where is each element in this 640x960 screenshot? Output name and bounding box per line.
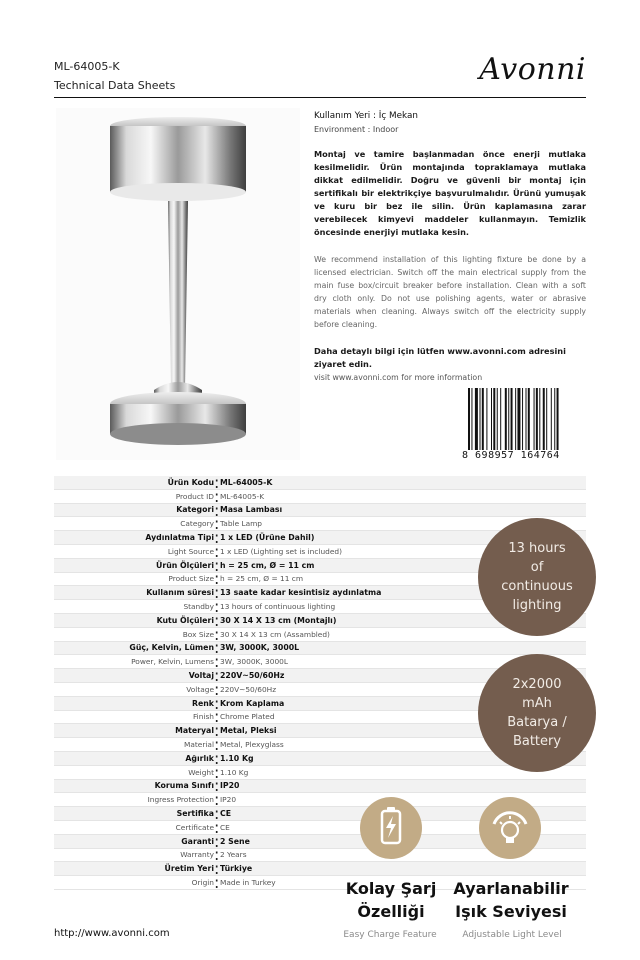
spec-row — [54, 472, 586, 492]
easy-charge-title: Kolay Şarj Özelliği — [345, 879, 437, 921]
spec-label: Ağırlık — [185, 753, 214, 763]
spec-separator: : — [214, 859, 220, 879]
barcode-bar — [480, 388, 481, 450]
spec-value: 30 X 14 X 13 cm (Assambled) — [220, 629, 330, 639]
spec-label: Kullanım süresi — [146, 588, 214, 598]
table-lamp-image — [56, 108, 300, 460]
spec-value: Made in Turkey — [220, 878, 276, 887]
spec-value: Chrome Plated — [220, 712, 275, 722]
badge-line: continuous — [501, 579, 573, 594]
spec-separator: : — [214, 776, 220, 796]
spec-label: Garanti — [181, 836, 214, 846]
spec-separator: : — [214, 721, 220, 741]
spec-separator: : — [214, 873, 220, 893]
spec-row — [54, 624, 586, 644]
easy-charge-subtitle: Easy Charge Feature — [343, 930, 437, 940]
battery-charge-icon — [360, 797, 422, 859]
spec-label: Kutu Ölçüleri — [156, 615, 214, 625]
spec-label: Renk — [191, 698, 214, 708]
spec-value: h = 25 cm, Ø = 11 cm — [220, 574, 304, 584]
header — [54, 52, 586, 98]
spec-label: Light Source — [167, 546, 214, 556]
spec-label: Kategori — [176, 505, 214, 515]
spec-label: Ürün Kodu — [167, 477, 214, 487]
spec-separator: : — [214, 472, 220, 492]
spec-separator: : — [214, 638, 220, 658]
usage-info — [314, 110, 586, 384]
spec-value: Metal, Pleksi — [220, 726, 277, 736]
product-photo — [56, 108, 300, 460]
spec-separator: : — [214, 569, 220, 589]
spec-row — [54, 486, 586, 506]
spec-value: 1 x LED (Ürüne Dahil) — [220, 533, 315, 543]
barcode-bar — [546, 388, 547, 450]
spec-value: 3W, 3000K, 3000L — [220, 657, 288, 667]
spec-label: Box Size — [182, 629, 214, 639]
barcode-bar — [543, 388, 545, 450]
badge-line: Battery — [512, 734, 562, 749]
spec-separator: : — [214, 845, 220, 865]
spec-label: Aydınlatma Tipi — [145, 533, 214, 543]
spec-label: Power, Kelvin, Lumens — [131, 657, 214, 667]
sheet-title: Technical Data Sheets — [54, 79, 176, 92]
spec-separator: : — [214, 514, 220, 534]
spec-label: Sertifika — [176, 809, 214, 819]
spec-value: 2 Sene — [220, 836, 250, 846]
spec-separator: : — [214, 693, 220, 713]
spec-value: Table Lamp — [220, 519, 262, 529]
badge-line: lighting — [512, 598, 562, 613]
environment-en: Environment : Indoor — [314, 125, 399, 134]
barcode-bar — [486, 388, 487, 450]
spec-value: 3W, 3000K, 3000L — [220, 643, 300, 653]
spec-label: Materyal — [175, 726, 214, 736]
spec-value: 220V~50/60Hz — [220, 671, 285, 681]
barcode-bar — [500, 388, 501, 450]
spec-label: Weight — [188, 767, 214, 777]
spec-separator: : — [214, 790, 220, 810]
website-link[interactable]: http://www.avonni.com — [54, 928, 170, 939]
spec-value: CE — [220, 809, 232, 819]
spec-separator: : — [214, 817, 220, 837]
spec-value: 30 X 14 X 13 cm (Montajlı) — [220, 615, 337, 625]
spec-value: Türkiye — [220, 864, 253, 874]
spec-value: ML-64005-K — [220, 491, 265, 501]
spec-row — [54, 762, 586, 782]
spec-row — [54, 776, 586, 796]
barcode-bar — [508, 388, 509, 450]
spec-separator: : — [214, 762, 220, 782]
spec-label: Voltaj — [188, 671, 214, 681]
barcode-bar — [475, 388, 478, 450]
spec-separator: : — [214, 707, 220, 727]
spec-separator: : — [214, 486, 220, 506]
spec-separator: : — [214, 541, 220, 561]
spec-value: IP20 — [220, 795, 237, 805]
spec-separator: : — [214, 555, 220, 575]
spec-separator: : — [214, 831, 220, 851]
badge-line: 2x2000 — [512, 677, 562, 692]
barcode-bar — [511, 388, 513, 450]
spec-label: Üretim Yeri — [164, 864, 214, 874]
barcode-bar — [534, 388, 535, 450]
badge-line: Batarya / — [507, 715, 567, 730]
spec-label: Standby — [183, 602, 214, 612]
barcode-bar — [493, 388, 495, 450]
barcode-bar — [471, 388, 472, 450]
spec-separator: : — [214, 804, 220, 824]
barcode-bar — [536, 388, 538, 450]
spec-value: 2 Years — [220, 850, 247, 860]
barcode-bar — [497, 388, 498, 450]
spec-value: 220V~50/60Hz — [220, 684, 277, 694]
spec-value: 1.10 Kg — [220, 753, 254, 763]
badge-line: mAh — [522, 696, 552, 711]
spec-separator: : — [214, 735, 220, 755]
spec-value: 13 saate kadar kesintisiz aydınlatma — [220, 588, 382, 598]
spec-value: Metal, Plexyglass — [220, 740, 284, 750]
spec-label: Güç, Kelvin, Lümen — [129, 643, 214, 653]
more-info-en: visit www.avonni.com for more information — [314, 373, 483, 382]
barcode-bar — [528, 388, 530, 450]
warning-en: We recommend installation of this lighting fixture be done by a licensed electrician. Switch off the main electrical supply from the main fuse box/circuit breaker before installation. Clean with a soft dry cloth only. Do not use polishing agents, water or abrasive materials when cleaning. Always switch off the electricity supply before cleaning. — [314, 255, 586, 329]
environment-tr: Kullanım Yeri : İç Mekan — [314, 111, 418, 121]
barcode-bar — [515, 388, 516, 450]
spec-row — [54, 859, 586, 879]
spec-label: Material — [183, 740, 214, 750]
model-code: ML-64005-K — [54, 60, 120, 73]
more-info-tr: Daha detaylı bilgi için lütfen www.avonni.com adresini ziyaret edin. — [314, 346, 566, 369]
brand-logo: Avonni — [479, 52, 586, 87]
battery-badge — [478, 654, 596, 772]
spec-label: Product ID — [175, 491, 214, 501]
spec-value: ML-64005-K — [220, 477, 273, 487]
spec-row — [54, 500, 586, 520]
barcode-bar — [491, 388, 492, 450]
spec-label: Certificate — [175, 822, 214, 832]
barcode-digits: 8 698957 164764 — [462, 450, 560, 461]
barcode-bar — [526, 388, 527, 450]
spec-value: 13 hours of continuous lighting — [220, 602, 336, 612]
spec-value: Masa Lambası — [220, 505, 283, 515]
spec-separator: : — [214, 597, 220, 617]
spec-separator: : — [214, 610, 220, 630]
spec-row — [54, 638, 586, 658]
spec-value: 1 x LED (Lighting set is included) — [220, 546, 342, 556]
spec-separator: : — [214, 500, 220, 520]
barcode-bar — [505, 388, 507, 450]
spec-label: Voltage — [186, 684, 214, 694]
spec-label: Koruma Sınıfı — [154, 781, 214, 791]
barcode-bar — [468, 388, 470, 450]
spec-label: Category — [180, 519, 214, 529]
spec-label: Finish — [192, 712, 214, 722]
spec-label: Ürün Ölçüleri — [156, 560, 214, 570]
spec-separator: : — [214, 583, 220, 603]
spec-value: h = 25 cm, Ø = 11 cm — [220, 560, 315, 570]
spec-separator: : — [214, 652, 220, 672]
spec-value: 1.10 Kg — [220, 767, 249, 777]
warning-tr: Montaj ve tamire başlanmadan önce enerji mutlaka kesilmelidir. Ürün montajında topraklamaya mutlaka dikkat edilmelidir. Doğru ve güvenli bir montaj için sertifikalı bir elektrikçiye başvurulmalıdır. Ürünü yumuşak ve kuru bir bez ile silin. Ürün kaplamasına zarar verebilecek kimyevi maddeler kullanmayın. Temizlik öncesinde enerjiyi mutlaka kesin. — [314, 149, 586, 237]
barcode-bar — [539, 388, 540, 450]
spec-label: Origin — [191, 878, 214, 887]
barcode-bar — [554, 388, 555, 450]
spec-separator: : — [214, 528, 220, 548]
spec-value: IP20 — [220, 781, 240, 791]
barcode-bar — [551, 388, 552, 450]
spec-separator: : — [214, 679, 220, 699]
hours-badge — [478, 518, 596, 636]
badge-line: 13 hours — [508, 541, 566, 556]
dimmable-bulb-icon — [479, 797, 541, 859]
barcode-bar — [522, 388, 523, 450]
adjustable-light-title: Ayarlanabilir Işık Seviyesi — [453, 879, 569, 921]
adjustable-light-subtitle: Adjustable Light Level — [462, 930, 562, 940]
spec-label: Warranty — [180, 850, 214, 860]
spec-separator: : — [214, 624, 220, 644]
barcode-bar — [482, 388, 484, 450]
spec-value: CE — [220, 822, 230, 832]
badge-line: of — [530, 560, 544, 575]
spec-separator: : — [214, 748, 220, 768]
spec-separator: : — [214, 666, 220, 686]
spec-label: Product Size — [168, 574, 214, 584]
spec-value: Krom Kaplama — [220, 698, 285, 708]
spec-label: Ingress Protection — [147, 795, 214, 805]
barcode-bar — [557, 388, 559, 450]
barcode-bar — [517, 388, 520, 450]
